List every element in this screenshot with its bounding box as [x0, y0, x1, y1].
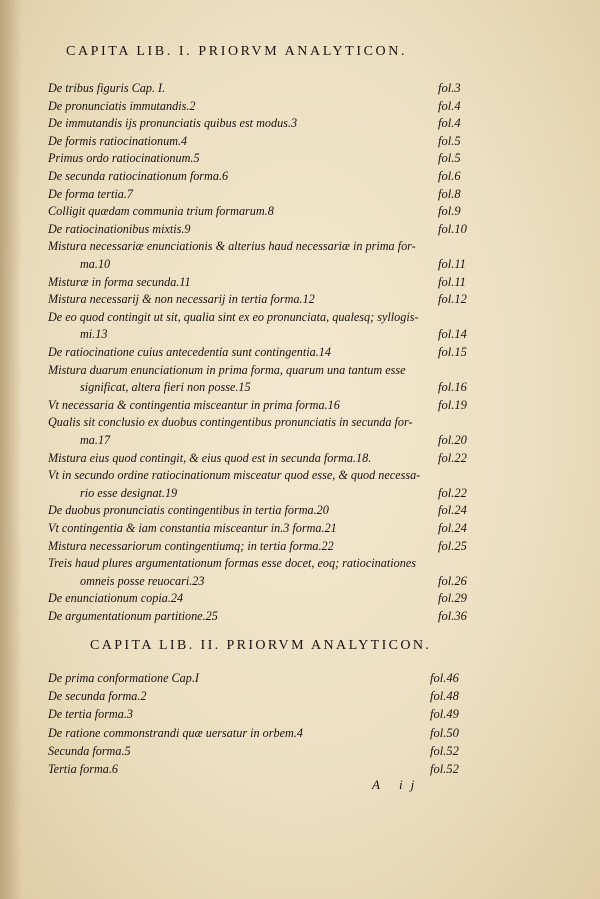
toc-entry: Mistura necessariæ enunciationis & alterius haud necessariæ in prima for-	[48, 239, 416, 254]
signature-mark: A ij	[372, 777, 423, 792]
folio-number: fol.10	[438, 221, 467, 236]
toc-entry: Qualis sit conclusio ex duobus contingentibus pronunciatis in secunda for-	[48, 415, 413, 430]
toc-entry: De eo quod contingit ut sit, qualia sint ex eo pronunciata, qualesq; syllogis-	[48, 309, 419, 324]
folio-number: fol.11	[438, 274, 466, 289]
folio-number: fol.52	[430, 762, 459, 776]
toc-entry: Colligit quædam communia trium formarum.8	[48, 204, 274, 219]
folio-number: fol.29	[438, 591, 467, 606]
folio-number: fol.16	[438, 380, 467, 395]
toc-entry: Mistura necessariorum contingentiumq; in tertia forma.22	[48, 538, 334, 553]
folio-number: fol.52	[430, 743, 459, 758]
toc-entry: ma.10	[80, 257, 111, 271]
folio-number: fol.48	[430, 689, 459, 704]
toc-entry: Tertia forma.6	[48, 762, 118, 776]
toc-entry: De tertia forma.3	[48, 707, 133, 722]
folio-number: fol.12	[438, 292, 467, 307]
toc-entry: De ratione commonstrandi quæ uersatur in orbem.4	[48, 725, 303, 740]
folio-number: fol.11	[438, 257, 466, 271]
toc-entry: significat, altera fieri non posse.15	[80, 380, 251, 395]
toc-entry: De tribus figuris Cap. I.	[48, 81, 166, 95]
toc-entry: Mistura necessarij & non necessarij in tertia forma.12	[48, 292, 315, 307]
toc-entry: Vt contingentia & iam constantia misceantur in.3 forma.21	[48, 521, 337, 535]
folio-number: fol.24	[438, 503, 467, 518]
toc-entry: Mistura duarum enunciationum in prima forma, quarum una tantum esse	[48, 362, 406, 377]
toc-entry: Vt in secundo ordine ratiocinationum misceatur quod esse, & quod necessa-	[48, 468, 421, 483]
folio-number: fol.25	[438, 538, 467, 553]
folio-number: fol.49	[430, 707, 459, 722]
toc-entry: Mistura eius quod contingit, & eius quod est in secunda forma.18.	[48, 450, 372, 465]
folio-number: fol.22	[438, 485, 467, 500]
folio-number: fol.8	[438, 186, 461, 201]
folio-number: fol.22	[438, 450, 467, 465]
section-title-book2: CAPITA LIB. II. PRIORVM ANALYTICON.	[90, 638, 432, 653]
toc-entry: De prima conformatione Cap.I	[48, 671, 199, 685]
folio-number: fol.5	[438, 133, 461, 148]
toc-entry: De duobus pronunciatis contingentibus in tertia forma.20	[48, 503, 329, 518]
toc-entry: Treis haud plures argumentationum formas esse docet, eoq; ratiocinationes	[48, 556, 416, 571]
folio-number: fol.5	[438, 151, 461, 166]
toc-entry: Secunda forma.5	[48, 743, 131, 758]
folio-number: fol.6	[438, 169, 461, 183]
toc-entry: omneis posse reuocari.23	[80, 573, 205, 588]
toc-entry: De enunciationum copia.24	[48, 591, 184, 606]
folio-number: fol.9	[438, 204, 461, 219]
toc-entry: De pronunciatis immutandis.2	[48, 98, 196, 113]
folio-number: fol.36	[438, 609, 467, 623]
toc-entry: ma.17	[80, 433, 111, 447]
folio-number: fol.26	[438, 573, 467, 588]
folio-number: fol.20	[438, 433, 467, 447]
toc-entry: Vt necessaria & contingentia misceantur in prima forma.16	[48, 397, 340, 412]
toc-entry: De forma tertia.7	[48, 186, 133, 201]
toc-entry: De ratiocinatione cuius antecedentia sunt contingentia.14	[48, 345, 331, 359]
toc-entry: De ratiocinationibus mixtis.9	[48, 221, 191, 236]
toc-entry: De immutandis ijs pronunciatis quibus est modus.3	[48, 116, 298, 131]
toc-entry: De secunda ratiocinationum forma.6	[48, 169, 229, 183]
toc-entry: Misturæ in forma secunda.11	[48, 274, 191, 289]
toc-entry: De secunda forma.2	[48, 689, 147, 704]
toc-entry: Primus ordo ratiocinationum.5	[48, 151, 200, 166]
folio-number: fol.4	[438, 116, 461, 131]
folio-number: fol.15	[438, 345, 467, 359]
folio-number: fol.3	[438, 81, 461, 95]
toc-entry: De formis ratiocinationum.4	[48, 133, 188, 148]
page-header: CAPITA LIB. I. PRIORVM ANALYTICON.	[66, 44, 408, 59]
toc-entry: mi.13	[80, 327, 108, 342]
folio-number: fol.24	[438, 521, 467, 535]
toc-entry: rio esse designat.19	[80, 485, 178, 500]
folio-number: fol.46	[430, 671, 459, 685]
folio-number: fol.14	[438, 327, 467, 342]
folio-number: fol.50	[430, 725, 459, 740]
toc-entry: De argumentationum partitione.25	[48, 609, 218, 623]
folio-number: fol.19	[438, 397, 467, 412]
folio-number: fol.4	[438, 98, 461, 113]
